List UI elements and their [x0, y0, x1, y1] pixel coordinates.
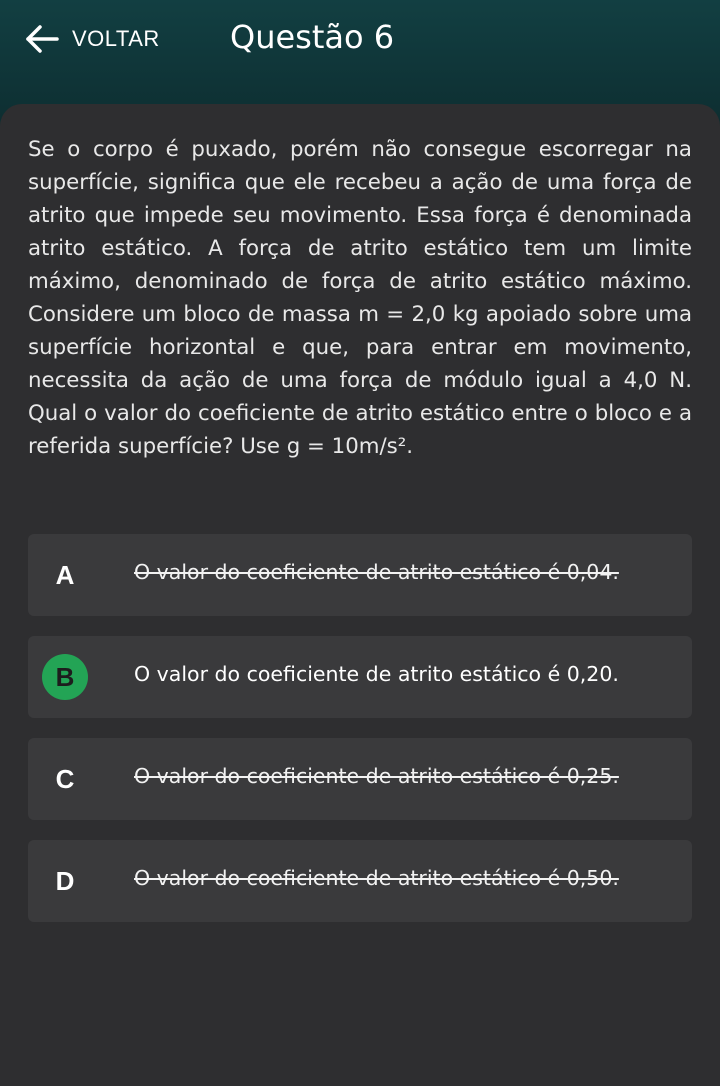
- option-c[interactable]: [28, 738, 692, 820]
- option-letter-selected: B: [42, 654, 88, 700]
- option-text: O valor do coeficiente de atrito estático é 0,20.: [134, 662, 619, 686]
- option-d[interactable]: [28, 840, 692, 922]
- option-letter: C: [55, 763, 75, 794]
- option-text: O valor do coeficiente de atrito estático é 0,50.: [134, 866, 619, 890]
- option-letter: A: [55, 559, 75, 590]
- arrow-left-icon: [24, 24, 60, 54]
- back-button[interactable]: [24, 22, 160, 56]
- page-title: Questão 6: [230, 18, 395, 56]
- option-a[interactable]: [28, 534, 692, 616]
- back-label: VOLTAR: [72, 26, 160, 51]
- question-text: Se o corpo é puxado, porém não consegue escorregar na superfície, significa que ele recebeu a ação de uma força de atrito que impede seu movimento. Essa força é denominada atrito estático. A força de atrito estático tem um limite máximo, denominado de força de atrito estático máximo. Considere um bloco de massa m = 2,0 kg apoiado sobre uma superfície horizontal e que, para entrar em movimento, necessita da ação de uma força de módulo igual a 4,0 N. Qual o valor do coeficiente de atrito estático entre o bloco e a referida superfície? Use g = 10m/s².: [28, 137, 692, 459]
- option-letter: D: [55, 865, 75, 896]
- option-b[interactable]: [28, 636, 692, 718]
- option-text: O valor do coeficiente de atrito estático é 0,04.: [134, 560, 619, 584]
- option-text: O valor do coeficiente de atrito estático é 0,25.: [134, 764, 619, 788]
